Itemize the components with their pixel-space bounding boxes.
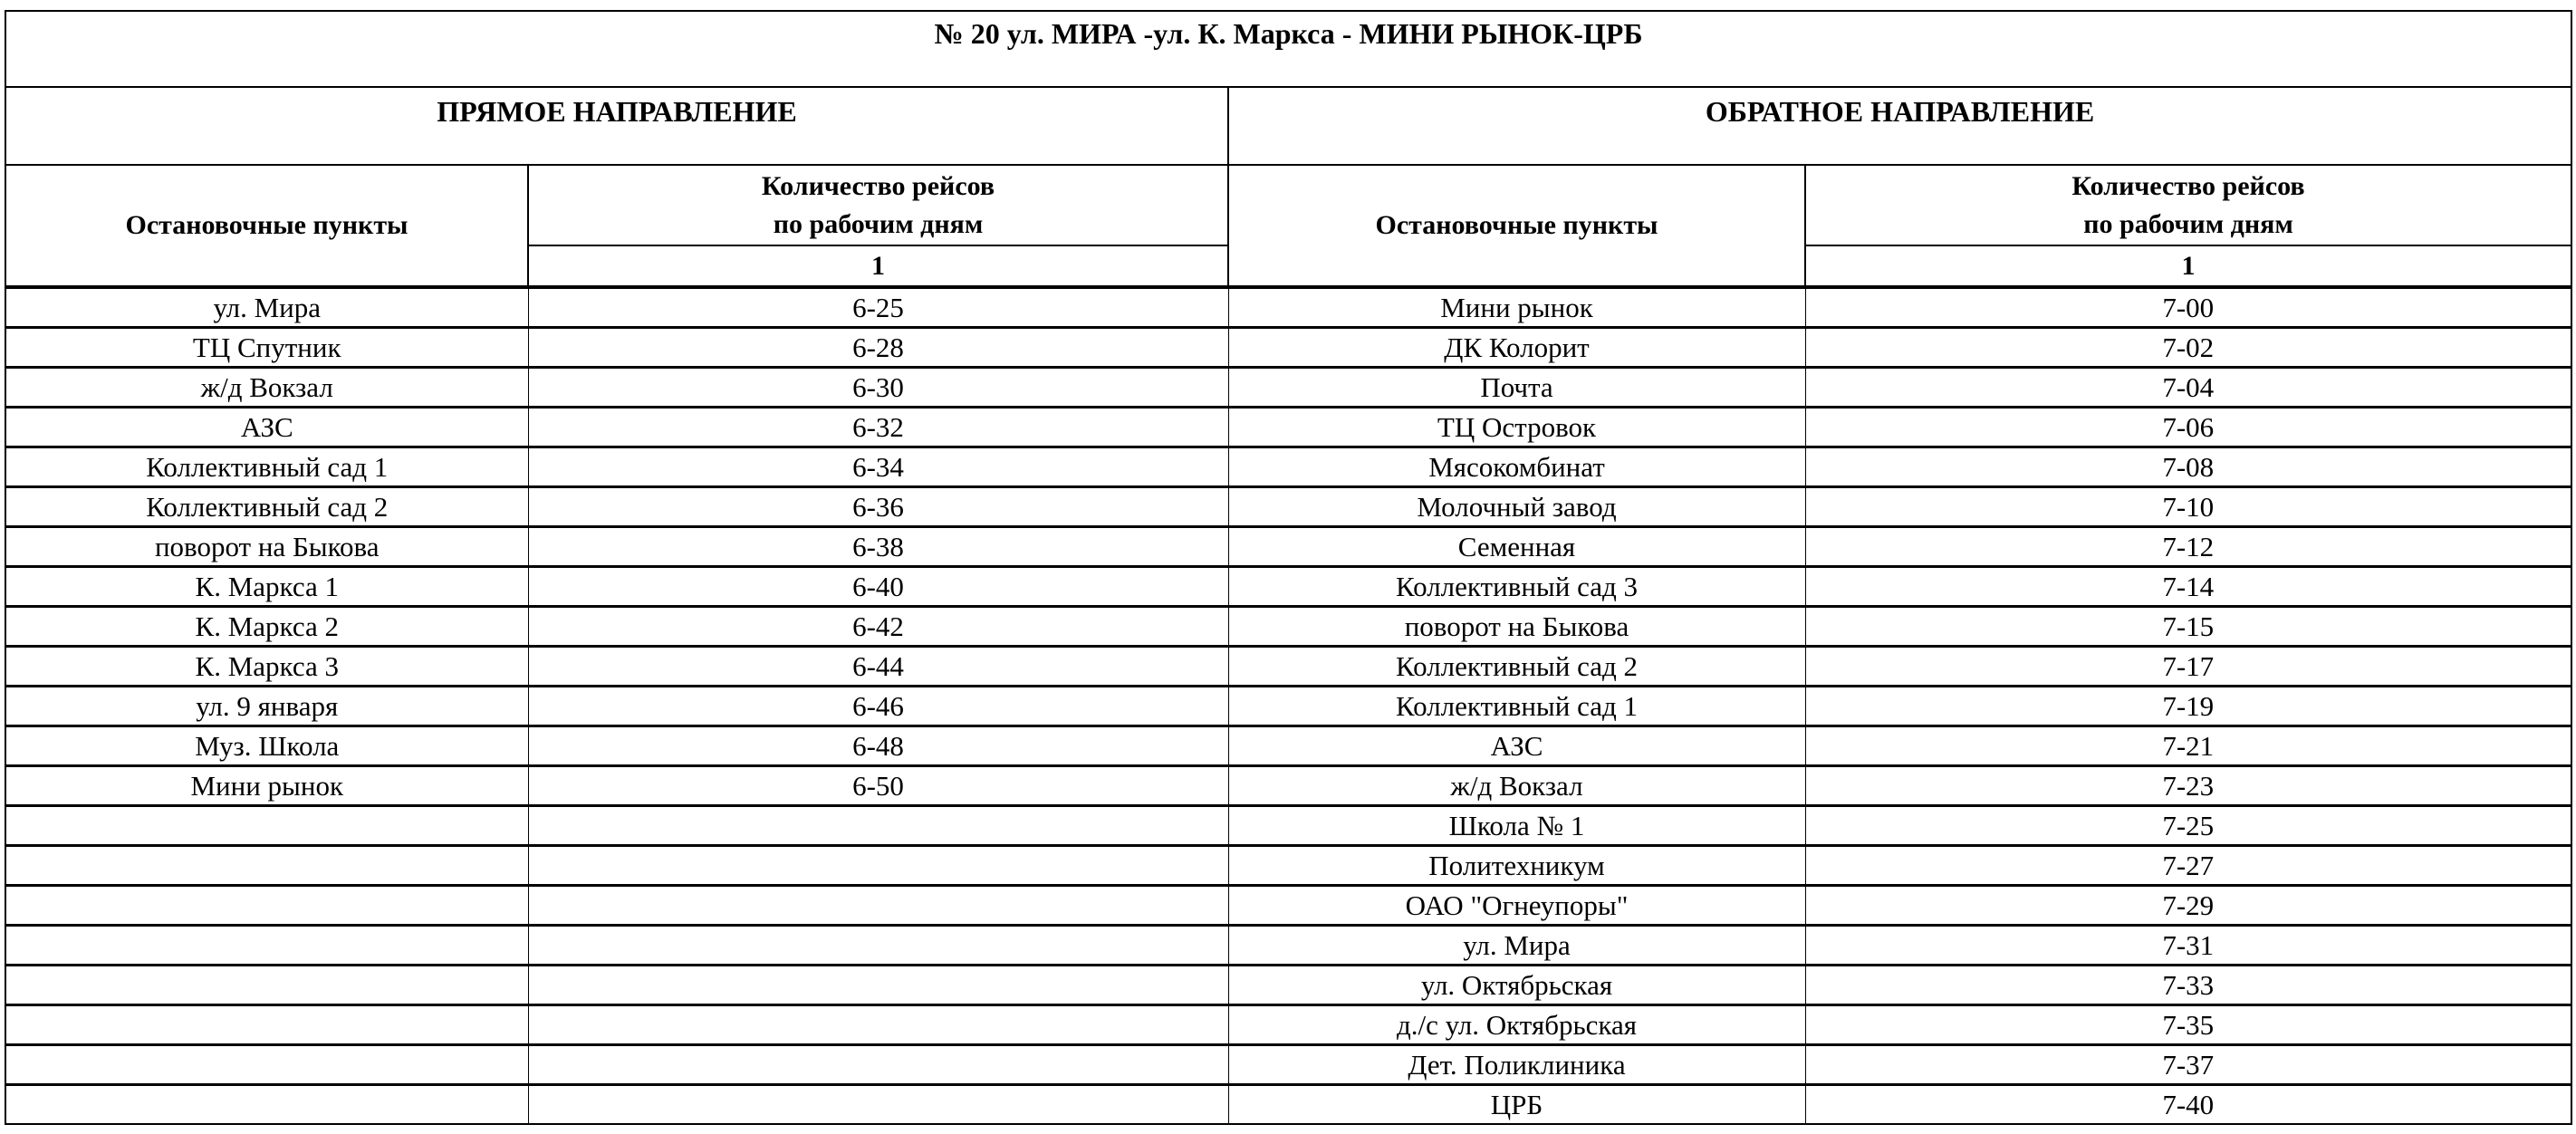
forward-time-cell: 6-34 <box>528 447 1228 487</box>
reverse-time-cell: 7-00 <box>1805 287 2571 328</box>
table-row <box>5 766 2571 806</box>
reverse-stop-cell: Семенная <box>1228 527 1805 567</box>
forward-trips-header <box>528 165 1228 245</box>
forward-time-cell: 6-40 <box>528 567 1228 607</box>
reverse-time-cell: 7-40 <box>1805 1085 2571 1125</box>
forward-stop-empty-cell <box>5 806 528 846</box>
reverse-stop-cell: д./с ул. Октябрьская <box>1228 1005 1805 1045</box>
forward-stop-cell: Мини рынок <box>5 766 528 806</box>
reverse-time-cell: 7-35 <box>1805 1005 2571 1045</box>
forward-stop-empty-cell <box>5 966 528 1005</box>
reverse-stop-cell: ул. Мира <box>1228 926 1805 966</box>
reverse-time-cell: 7-23 <box>1805 766 2571 806</box>
forward-time-cell: 6-48 <box>528 726 1228 766</box>
table-row <box>5 886 2571 926</box>
reverse-time-cell: 7-08 <box>1805 447 2571 487</box>
forward-time-empty-cell <box>528 806 1228 846</box>
forward-time-cell: 6-25 <box>528 287 1228 328</box>
reverse-time-cell: 7-04 <box>1805 368 2571 408</box>
reverse-time-cell: 7-06 <box>1805 408 2571 447</box>
table-row <box>5 926 2571 966</box>
table-row <box>5 1085 2571 1125</box>
reverse-stop-cell: Политехникум <box>1228 846 1805 886</box>
forward-stop-empty-cell <box>5 926 528 966</box>
reverse-direction-heading: ОБРАТНОЕ НАПРАВЛЕНИЕ <box>1228 87 2571 165</box>
reverse-stop-cell: ул. Октябрьская <box>1228 966 1805 1005</box>
reverse-trips-header-line1: Количество рейсов <box>2071 170 2305 201</box>
reverse-time-cell: 7-17 <box>1805 647 2571 687</box>
forward-time-cell: 6-38 <box>528 527 1228 567</box>
forward-time-cell: 6-36 <box>528 487 1228 527</box>
table-row <box>5 567 2571 607</box>
direction-row <box>5 87 2571 165</box>
reverse-time-cell: 7-12 <box>1805 527 2571 567</box>
forward-stop-cell: Коллективный сад 2 <box>5 487 528 527</box>
forward-time-empty-cell <box>528 1005 1228 1045</box>
forward-stop-empty-cell <box>5 1045 528 1085</box>
table-row <box>5 368 2571 408</box>
table-row <box>5 966 2571 1005</box>
forward-stop-empty-cell <box>5 886 528 926</box>
forward-time-cell: 6-46 <box>528 687 1228 726</box>
reverse-stop-cell: Мясокомбинат <box>1228 447 1805 487</box>
schedule-table <box>5 10 2572 1125</box>
reverse-time-cell: 7-10 <box>1805 487 2571 527</box>
reverse-trip-number: 1 <box>1805 245 2571 287</box>
forward-time-empty-cell <box>528 1085 1228 1125</box>
reverse-stop-cell: ЦРБ <box>1228 1085 1805 1125</box>
table-row <box>5 846 2571 886</box>
table-row <box>5 408 2571 447</box>
reverse-time-cell: 7-33 <box>1805 966 2571 1005</box>
column-header-row <box>5 165 2571 245</box>
forward-stop-cell: ж/д Вокзал <box>5 368 528 408</box>
reverse-stop-cell: ТЦ Островок <box>1228 408 1805 447</box>
forward-time-cell: 6-44 <box>528 647 1228 687</box>
forward-stop-cell: К. Маркса 1 <box>5 567 528 607</box>
forward-stop-empty-cell <box>5 846 528 886</box>
forward-stop-cell: К. Маркса 2 <box>5 607 528 647</box>
reverse-stop-cell: поворот на Быкова <box>1228 607 1805 647</box>
forward-time-cell: 6-30 <box>528 368 1228 408</box>
forward-stop-cell: Коллективный сад 1 <box>5 447 528 487</box>
table-row <box>5 647 2571 687</box>
reverse-time-cell: 7-25 <box>1805 806 2571 846</box>
forward-direction-heading: ПРЯМОЕ НАПРАВЛЕНИЕ <box>5 87 1228 165</box>
forward-trips-header-line1: Количество рейсов <box>761 170 995 201</box>
reverse-stop-cell: Молочный завод <box>1228 487 1805 527</box>
reverse-time-cell: 7-14 <box>1805 567 2571 607</box>
reverse-trips-header-line2: по рабочим дням <box>2083 208 2293 239</box>
table-row <box>5 607 2571 647</box>
forward-stop-empty-cell <box>5 1085 528 1125</box>
reverse-stops-header: Остановочные пункты <box>1228 165 1805 287</box>
table-row <box>5 328 2571 368</box>
reverse-stop-cell: Коллективный сад 1 <box>1228 687 1805 726</box>
forward-time-empty-cell <box>528 846 1228 886</box>
reverse-time-cell: 7-31 <box>1805 926 2571 966</box>
reverse-stop-cell: Мини рынок <box>1228 287 1805 328</box>
table-row <box>5 287 2571 328</box>
reverse-time-cell: 7-29 <box>1805 886 2571 926</box>
forward-stop-cell: Муз. Школа <box>5 726 528 766</box>
reverse-time-cell: 7-21 <box>1805 726 2571 766</box>
forward-time-empty-cell <box>528 926 1228 966</box>
reverse-stop-cell: ДК Колорит <box>1228 328 1805 368</box>
forward-trip-number: 1 <box>528 245 1228 287</box>
forward-stop-cell: ул. Мира <box>5 287 528 328</box>
title-row <box>5 11 2571 87</box>
table-row <box>5 806 2571 846</box>
reverse-stop-cell: Дет. Поликлиника <box>1228 1045 1805 1085</box>
reverse-stop-cell: Почта <box>1228 368 1805 408</box>
table-row <box>5 447 2571 487</box>
reverse-time-cell: 7-15 <box>1805 607 2571 647</box>
table-row <box>5 726 2571 766</box>
reverse-stop-cell: Коллективный сад 3 <box>1228 567 1805 607</box>
reverse-stop-cell: Коллективный сад 2 <box>1228 647 1805 687</box>
reverse-stop-cell: ОАО "Огнеупоры" <box>1228 886 1805 926</box>
table-row <box>5 1005 2571 1045</box>
forward-time-empty-cell <box>528 1045 1228 1085</box>
forward-stop-cell: К. Маркса 3 <box>5 647 528 687</box>
table-row <box>5 687 2571 726</box>
forward-stop-cell: ул. 9 января <box>5 687 528 726</box>
forward-stop-cell: поворот на Быкова <box>5 527 528 567</box>
reverse-trips-header <box>1805 165 2571 245</box>
reverse-stop-cell: ж/д Вокзал <box>1228 766 1805 806</box>
reverse-stop-cell: Школа № 1 <box>1228 806 1805 846</box>
route-title: № 20 ул. МИРА -ул. К. Маркса - МИНИ РЫНОК-ЦРБ <box>5 11 2571 87</box>
table-row <box>5 1045 2571 1085</box>
reverse-time-cell: 7-37 <box>1805 1045 2571 1085</box>
forward-time-empty-cell <box>528 886 1228 926</box>
forward-time-cell: 6-32 <box>528 408 1228 447</box>
reverse-time-cell: 7-02 <box>1805 328 2571 368</box>
forward-trips-header-line2: по рабочим дням <box>773 208 984 239</box>
forward-time-cell: 6-28 <box>528 328 1228 368</box>
reverse-stop-cell: АЗС <box>1228 726 1805 766</box>
table-row <box>5 527 2571 567</box>
forward-time-cell: 6-50 <box>528 766 1228 806</box>
reverse-time-cell: 7-27 <box>1805 846 2571 886</box>
table-row <box>5 487 2571 527</box>
forward-time-empty-cell <box>528 966 1228 1005</box>
forward-stops-header: Остановочные пункты <box>5 165 528 287</box>
forward-stop-empty-cell <box>5 1005 528 1045</box>
reverse-time-cell: 7-19 <box>1805 687 2571 726</box>
forward-stop-cell: ТЦ Спутник <box>5 328 528 368</box>
forward-time-cell: 6-42 <box>528 607 1228 647</box>
forward-stop-cell: АЗС <box>5 408 528 447</box>
